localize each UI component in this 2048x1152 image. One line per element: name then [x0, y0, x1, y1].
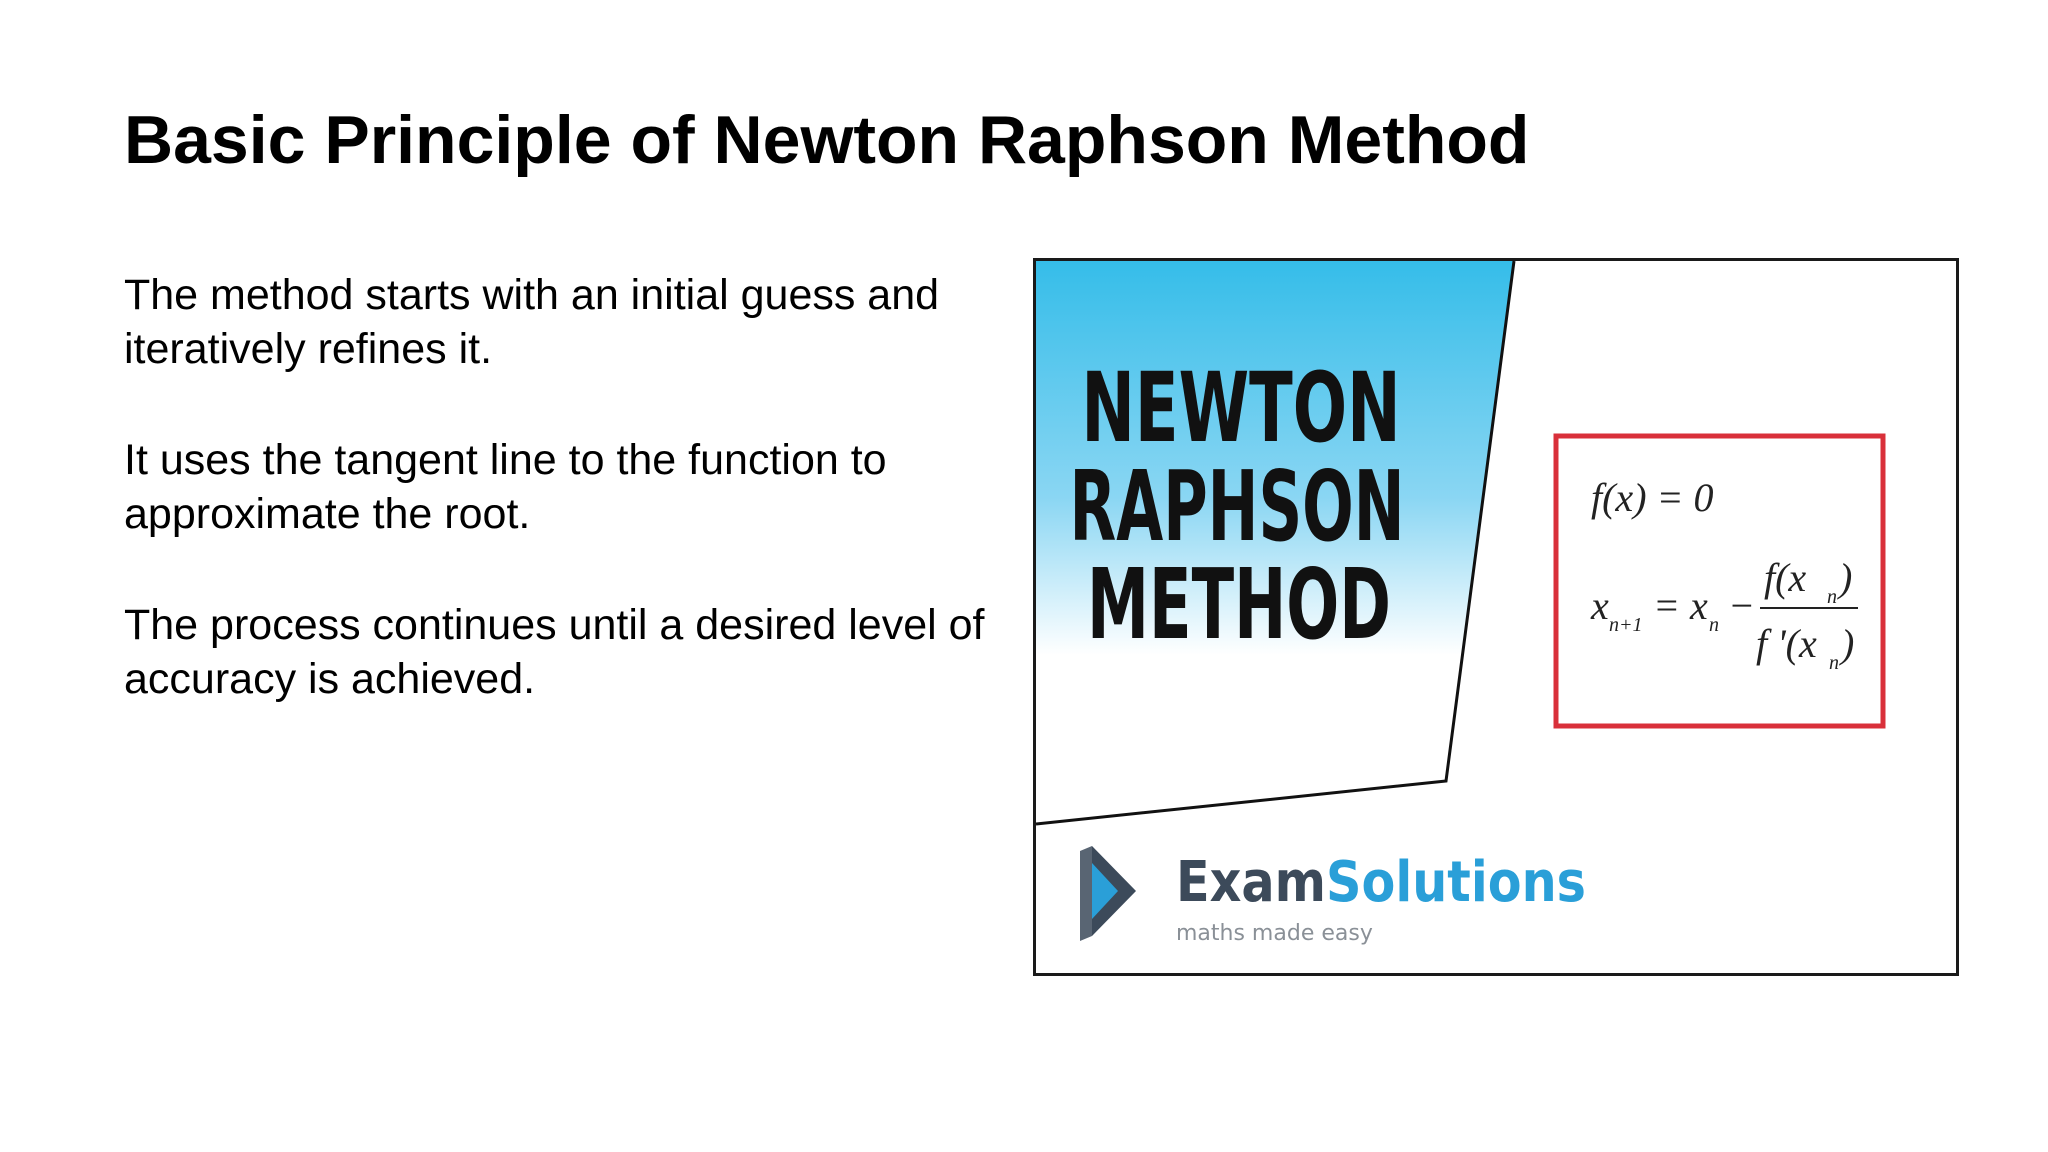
- formula-numerator: f(x: [1764, 555, 1807, 600]
- formula-numerator-close: ): [1839, 555, 1853, 600]
- formula-denominator-subscript: n: [1829, 652, 1839, 674]
- formula-equation: f(x) = 0: [1591, 475, 1714, 520]
- play-chevron-icon: [1080, 846, 1136, 941]
- paragraph-accuracy: The process continues until a desired level of accuracy is achieved.: [124, 601, 985, 703]
- logo-solutions: Solutions: [1326, 850, 1587, 915]
- formula-numerator-subscript: n: [1827, 586, 1837, 608]
- heading-method: METHOD: [1087, 548, 1391, 662]
- heading-newton: NEWTON: [1081, 352, 1401, 465]
- newton-raphson-image: [1033, 258, 1959, 976]
- heading-raphson: RAPHSON: [1069, 451, 1405, 564]
- formula-equals-subscript: n: [1709, 614, 1719, 636]
- slide-title: Basic Principle of Newton Raphson Method: [124, 102, 1530, 178]
- logo-tagline: maths made easy: [1176, 921, 1373, 946]
- examsolutions-logo: [1080, 846, 1586, 946]
- formula-denominator-close: ): [1841, 621, 1855, 666]
- paragraph-tangent-line: It uses the tangent line to the function to approximate the root.: [124, 436, 887, 538]
- svg-text:ExamSolutions: [1176, 850, 1586, 915]
- formula-lhs-subscript: n+1: [1609, 614, 1643, 636]
- formula-equals: = x: [1653, 583, 1708, 628]
- formula-lhs: x: [1591, 583, 1609, 628]
- formula-minus: −: [1728, 583, 1755, 628]
- paragraph-initial-guess: The method starts with an initial guess and iteratively refines it.: [124, 271, 940, 373]
- logo-exam: Exam: [1176, 850, 1327, 915]
- formula-denominator: f '(x: [1756, 621, 1817, 666]
- image-heading: [1070, 353, 1405, 662]
- body-text: [124, 268, 1004, 763]
